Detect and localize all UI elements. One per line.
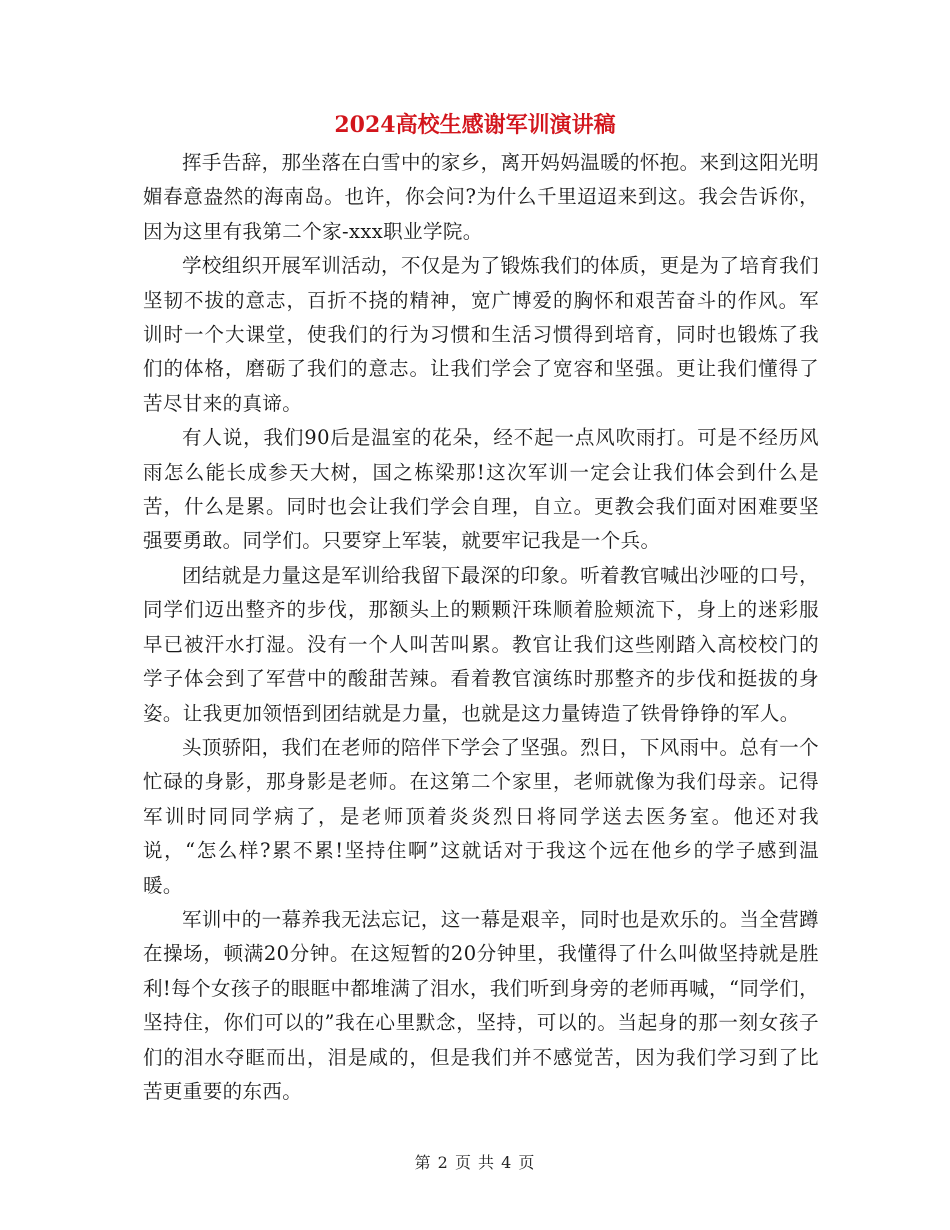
paragraph: 有人说，我们90后是温室的花朵，经不起一点风吹雨打。可是不经历风雨怎么能长成参天大树，国之栋梁那!这次军训一定会让我们体会到什么是苦，什么是累。同时也会让我们学会自理，自立。更教会我们面对困难要坚强要勇敢。同学们。只要穿上军装，就要牢记我是一个兵。	[143, 426, 819, 553]
paragraph: 军训中的一幕养我无法忘记，这一幕是艰辛，同时也是欢乐的。当全营蹲在操场，顿满20分钟。在这短暂的20分钟里，我懂得了什么叫做坚持就是胜利!每个女孩子的眼眶中都堆满了泪水，我们听到身旁的老师再喊，“同学们，坚持住，你们可以的”我在心里默念，坚持，可以的。当起身的那一刻女孩子们的泪水夺眶而出，泪是咸的，但是我们并不感觉苦，因为我们学习到了比苦更重要的东西。	[143, 907, 819, 1103]
document-title: 2024高校生感谢军训演讲稿	[334, 112, 616, 138]
page-footer	[0, 1150, 950, 1173]
paragraph: 头顶骄阳，我们在老师的陪伴下学会了坚强。烈日，下风雨中。总有一个忙碌的身影，那身影是老师。在这第二个家里，老师就像为我们母亲。记得军训时同同学病了，是老师顶着炎炎烈日将同学送去医务室。他还对我说，“怎么样?累不累!坚持住啊”这就话对于我这个远在他乡的学子感到温暖。	[143, 735, 819, 897]
document-body	[143, 146, 819, 1109]
page-number: 第 2 页 共 4 页	[414, 1153, 536, 1172]
paragraph: 学校组织开展军训活动，不仅是为了锻炼我们的体质，更是为了培育我们坚韧不拔的意志，百折不挠的精神，宽广博爱的胸怀和艰苦奋斗的作风。军训时一个大课堂，使我们的行为习惯和生活习惯得到培育，同时也锻炼了我们的体格，磨砺了我们的意志。让我们学会了宽容和坚强。更让我们懂得了苦尽甘来的真谛。	[143, 254, 819, 415]
paragraph: 挥手告辞，那坐落在白雪中的家乡，离开妈妈温暖的怀抱。来到这阳光明媚春意盎然的海南岛。也许，你会问?为什么千里迢迢来到这。我会告诉你，因为这里有我第二个家-xxx职业学院。	[143, 151, 819, 243]
paragraph: 团结就是力量这是军训给我留下最深的印象。听着教官喊出沙哑的口号，同学们迈出整齐的步伐，那额头上的颗颗汗珠顺着脸颊流下，身上的迷彩服早已被汗水打湿。没有一个人叫苦叫累。教官让我们这些刚踏入高校校门的学子体会到了军营中的酸甜苦辣。看着教官演练时那整齐的步伐和挺拔的身姿。让我更加领悟到团结就是力量，也就是这力量铸造了铁骨铮铮的军人。	[143, 563, 819, 725]
